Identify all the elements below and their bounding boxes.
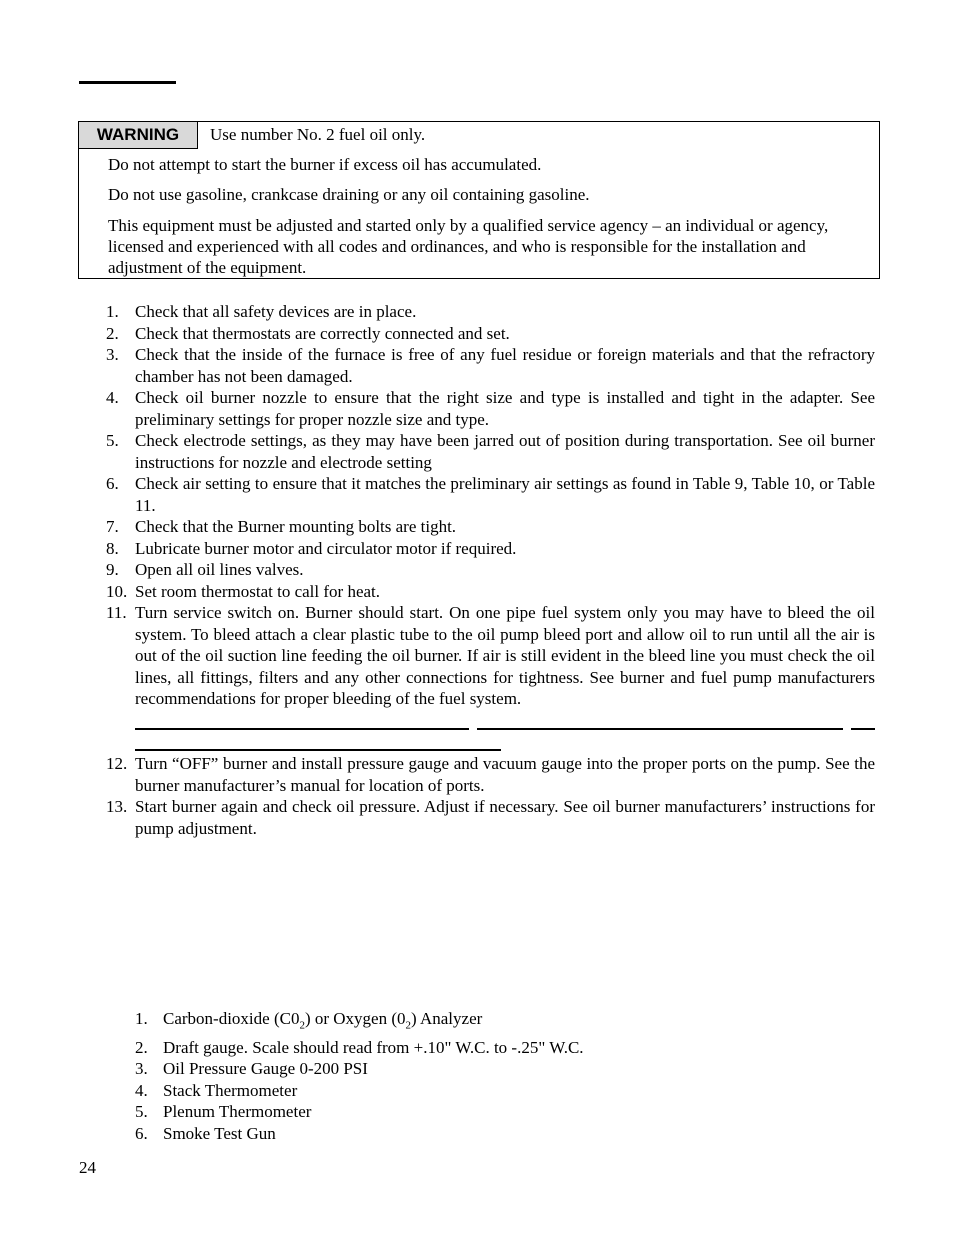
warning-line: Do not use gasoline, crankcase draining or any oil containing gasoline. bbox=[108, 185, 590, 204]
step-text: Check that the inside of the furnace is free of any fuel residue or foreign materials and that the refractory chamber has not been damaged. bbox=[135, 345, 875, 386]
tool-text: Smoke Test Gun bbox=[163, 1123, 276, 1143]
tool-text: Plenum Thermometer bbox=[163, 1102, 312, 1122]
tool-number: 5. bbox=[135, 1102, 148, 1122]
list-item bbox=[106, 344, 875, 387]
step-number: 2. bbox=[106, 323, 119, 343]
blank-rule bbox=[477, 728, 843, 730]
tool-text-part: ) or Oxygen (0 bbox=[304, 1009, 406, 1028]
step-text: Set room thermostat to call for heat. bbox=[135, 581, 381, 601]
tool-text: Stack Thermometer bbox=[163, 1080, 298, 1100]
warning-box bbox=[78, 121, 880, 279]
step-number: 3. bbox=[106, 345, 119, 364]
subscript: 2 bbox=[405, 1019, 412, 1032]
step-text: Check air setting to ensure that it matches the preliminary air settings as found in Table 9, Table 10, or Table 11. bbox=[135, 474, 875, 515]
step-text: Lubricate burner motor and circulator motor if required. bbox=[135, 538, 517, 558]
list-item bbox=[106, 301, 875, 323]
step-number: 7. bbox=[106, 517, 119, 536]
step-number: 5. bbox=[106, 431, 119, 450]
step-number: 9. bbox=[106, 560, 119, 579]
list-item bbox=[106, 753, 875, 796]
tool-number: 1. bbox=[135, 1009, 148, 1028]
list-item bbox=[106, 473, 875, 516]
subscript: 2 bbox=[299, 1019, 305, 1032]
list-item bbox=[106, 516, 875, 538]
list-item bbox=[135, 1123, 584, 1145]
step-text: Turn “OFF” burner and install pressure gauge and vacuum gauge into the proper ports on the pump. See the burner manufacturer’s manual for location of ports. bbox=[135, 754, 875, 795]
list-item bbox=[135, 1101, 584, 1123]
step-number: 10. bbox=[106, 581, 128, 601]
blank-rule bbox=[135, 749, 501, 751]
list-item bbox=[135, 1037, 584, 1059]
tool-text-part: Carbon-dioxide (C0 bbox=[163, 1009, 300, 1028]
list-item bbox=[106, 387, 875, 430]
page-number: 24 bbox=[79, 1158, 96, 1177]
step-text: Open all oil lines valves. bbox=[135, 560, 304, 579]
step-number: 11. bbox=[106, 603, 127, 622]
step-text: Check that thermostats are correctly connected and set. bbox=[135, 323, 510, 343]
tool-text: Oil Pressure Gauge 0-200 PSI bbox=[163, 1059, 368, 1079]
list-item bbox=[106, 323, 875, 345]
warning-line: This equipment must be adjusted and started only by a qualified service agency – an individual or agency, licensed and experienced with all codes and ordinances, and who is responsible for the installation and adjustment of the equipment. bbox=[108, 216, 829, 277]
warning-line: Use number No. 2 fuel oil only. bbox=[210, 125, 426, 144]
warning-label: WARNING bbox=[79, 122, 198, 149]
step-text: Check that all safety devices are in place. bbox=[135, 302, 417, 321]
step-text: Turn service switch on. Burner should start. On one pipe fuel system only you may have to bleed the oil system. To bleed attach a clear plastic tube to the oil pump bleed port and allow oil to run until all the air is out of the oil suction line feeding the oil burner. If air is still evident in the bleed line you must check the oil lines, all fittings, filters and any other connections for tightness. See burner and fuel pump manufacturers recommendations for proper bleeding of the fuel system. bbox=[135, 603, 875, 708]
startup-steps-list-continued bbox=[106, 753, 875, 839]
step-number: 1. bbox=[106, 302, 119, 321]
list-item bbox=[106, 559, 875, 581]
step-number: 13. bbox=[106, 797, 128, 816]
startup-steps-list bbox=[106, 301, 875, 710]
step-text: Check oil burner nozzle to ensure that the right size and type is installed and tight in the adapter. See preliminary settings for proper nozzle size and type. bbox=[135, 388, 875, 429]
tool-text-part: ) Analyzer bbox=[411, 1009, 483, 1028]
blank-rule bbox=[135, 728, 469, 730]
list-item bbox=[135, 1080, 584, 1102]
step-text: Check electrode settings, as they may have been jarred out of position during transportation. See oil burner instructions for nozzle and electrode setting bbox=[135, 431, 875, 472]
step-number: 6. bbox=[106, 474, 119, 493]
list-item bbox=[106, 602, 875, 710]
tool-number: 3. bbox=[135, 1059, 148, 1079]
step-number: 12. bbox=[106, 754, 128, 773]
heading-rule bbox=[79, 81, 176, 84]
list-item bbox=[106, 538, 875, 560]
step-text: Check that the Burner mounting bolts are tight. bbox=[135, 517, 457, 536]
list-item bbox=[106, 796, 875, 839]
tool-number: 6. bbox=[135, 1123, 148, 1143]
blank-rule bbox=[851, 728, 875, 730]
list-item bbox=[106, 430, 875, 473]
list-item bbox=[106, 581, 875, 603]
tool-number: 4. bbox=[135, 1080, 148, 1100]
tool-number: 2. bbox=[135, 1037, 148, 1057]
list-item bbox=[135, 1008, 584, 1037]
step-text: Start burner again and check oil pressure. Adjust if necessary. See oil burner manufacturers’ instructions for pump adjustment. bbox=[135, 797, 875, 838]
step-number: 8. bbox=[106, 538, 119, 558]
list-item bbox=[135, 1058, 584, 1080]
tools-list bbox=[135, 1008, 584, 1144]
warning-line: Do not attempt to start the burner if excess oil has accumulated. bbox=[108, 155, 542, 174]
tool-text: Draft gauge. Scale should read from +.10" W.C. to -.25" W.C. bbox=[163, 1037, 584, 1057]
step-number: 4. bbox=[106, 388, 119, 407]
